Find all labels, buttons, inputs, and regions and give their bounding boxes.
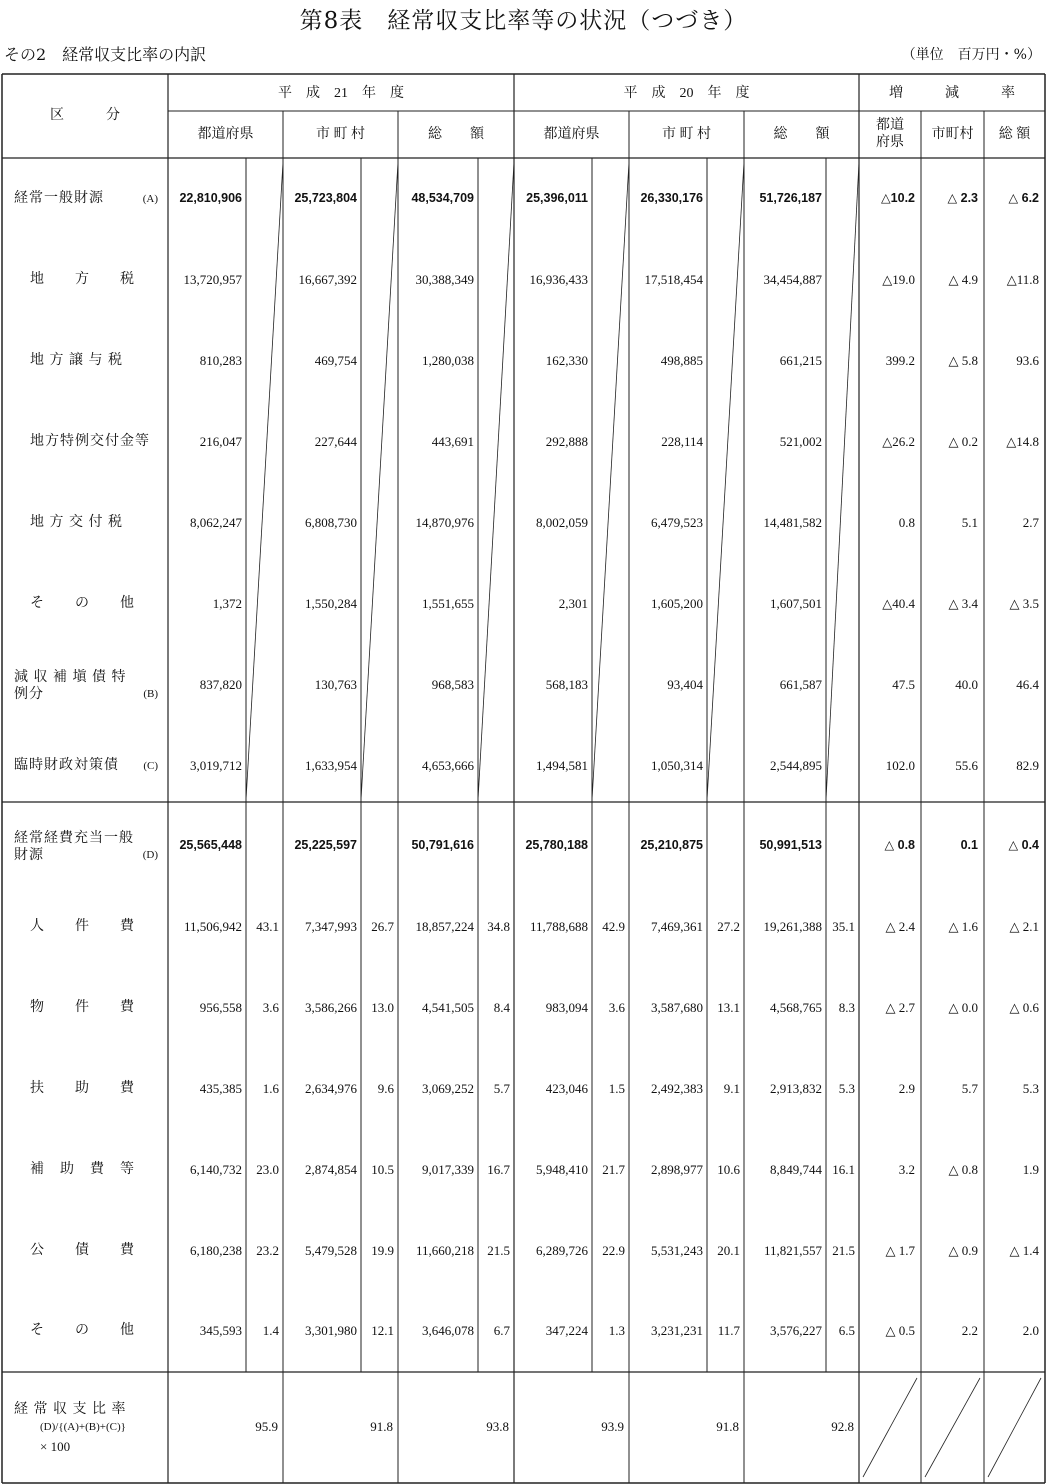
change-cell: △11.8 [1006, 272, 1039, 287]
change-cell: 93.6 [1016, 353, 1039, 368]
change-cell: △ 0.8 [884, 838, 915, 852]
row-label: 地 方 交 付 税 [30, 515, 123, 530]
slash-line [478, 162, 514, 800]
value-cell: 93,404 [667, 677, 703, 692]
value-cell: 26,330,176 [640, 191, 703, 205]
value-cell: 3,231,231 [651, 1323, 703, 1338]
ratio-cell: 43.1 [256, 919, 279, 934]
slash-line [246, 162, 283, 800]
row-tag: (B) [143, 688, 158, 700]
row-label: そ の 他 [30, 596, 135, 611]
value-cell: 3,019,712 [190, 758, 242, 773]
value-cell: 435,385 [199, 1081, 242, 1096]
row-label: 臨時財政対策債 [14, 758, 119, 773]
row-label: 人 件 費 [30, 919, 135, 934]
row-label: 地 方 譲 与 税 [30, 353, 123, 368]
change-cell: 2.9 [898, 1081, 915, 1096]
ratio-value: 95.9 [255, 1419, 278, 1434]
value-cell: 14,481,582 [763, 515, 822, 530]
value-cell: 661,587 [779, 677, 822, 692]
value-cell: 22,810,906 [179, 191, 242, 205]
value-cell: 3,586,266 [305, 1000, 357, 1015]
row-label: そ の 他 [30, 1323, 135, 1338]
header-sub-0: 都道府県 [197, 127, 254, 142]
value-cell: 661,215 [779, 353, 822, 368]
change-cell: △40.4 [882, 596, 915, 611]
value-cell: 810,283 [199, 353, 242, 368]
value-cell: 8,062,247 [190, 515, 242, 530]
value-cell: 1,372 [212, 596, 242, 611]
value-cell: 1,633,954 [305, 758, 357, 773]
header-h20: 平 成 20 年 度 [623, 86, 750, 101]
value-cell: 30,388,349 [415, 272, 474, 287]
ratio-cell: 6.5 [838, 1323, 855, 1338]
slash-line [592, 162, 629, 800]
value-cell: 1,550,284 [305, 596, 357, 611]
value-cell: 968,583 [431, 677, 474, 692]
ratio-value: 91.8 [716, 1419, 739, 1434]
value-cell: 1,607,501 [770, 596, 822, 611]
value-cell: 25,723,804 [294, 191, 357, 205]
value-cell: 1,280,038 [422, 353, 474, 368]
value-cell: 3,646,078 [422, 1323, 474, 1338]
ratio-cell: 9.1 [723, 1081, 740, 1096]
change-cell: △ 1.7 [885, 1243, 915, 1258]
change-cell: 2.0 [1022, 1323, 1039, 1338]
value-cell: 983,094 [545, 1000, 588, 1015]
change-cell: △ 2.7 [885, 1000, 915, 1015]
value-cell: 5,531,243 [651, 1243, 703, 1258]
ratio-cell: 23.2 [256, 1243, 279, 1258]
value-cell: 14,870,976 [415, 515, 474, 530]
change-cell: △ 6.2 [1008, 191, 1039, 205]
row-label: 減 収 補 塡 債 特 [14, 670, 127, 685]
ratio-cell: 20.1 [717, 1243, 740, 1258]
table-subtitle: その2 経常収支比率の内訳 [4, 45, 207, 64]
row-label: 扶 助 費 [30, 1081, 135, 1096]
ratio-cell: 26.7 [371, 919, 394, 934]
unit-note: （単位 百万円・%） [901, 47, 1041, 63]
value-cell: 11,821,557 [763, 1243, 822, 1258]
change-cell: 46.4 [1016, 677, 1039, 692]
change-cell: △ 2.4 [885, 919, 915, 934]
change-cell: △26.2 [882, 434, 915, 449]
value-cell: 25,565,448 [179, 838, 242, 852]
ratio-value: 91.8 [370, 1419, 393, 1434]
value-cell: 16,667,392 [298, 272, 357, 287]
change-cell: 5.3 [1022, 1081, 1039, 1096]
header-h21: 平 成 21 年 度 [278, 86, 404, 101]
value-cell: 2,492,383 [651, 1081, 703, 1096]
value-cell: 443,691 [431, 434, 474, 449]
change-cell: △ 4.9 [948, 272, 978, 287]
row-tag: (D) [142, 849, 158, 861]
change-cell: 5.1 [961, 515, 978, 530]
ratio-formula: (D)/{(A)+(B)+(C)} [40, 1421, 126, 1433]
change-cell: △ 0.5 [885, 1323, 915, 1338]
value-cell: 292,888 [545, 434, 588, 449]
value-cell: 228,114 [661, 434, 703, 449]
change-cell: 0.8 [898, 515, 915, 530]
value-cell: 11,506,942 [183, 919, 242, 934]
ratio-cell: 27.2 [717, 919, 740, 934]
change-cell: 0.1 [960, 838, 978, 852]
header-change-total: 総 額 [998, 127, 1031, 142]
value-cell: 6,808,730 [305, 515, 357, 530]
ratio-cell: 19.9 [371, 1243, 394, 1258]
value-cell: 50,791,616 [411, 838, 474, 852]
change-cell: △ 0.6 [1009, 1000, 1039, 1015]
value-cell: 162,330 [545, 353, 588, 368]
value-cell: 1,050,314 [651, 758, 703, 773]
value-cell: 6,140,732 [190, 1162, 242, 1177]
ratio-cell: 10.6 [717, 1162, 740, 1177]
ratio-cell: 1.4 [262, 1323, 279, 1338]
ratio-cell: 35.1 [832, 919, 855, 934]
row-label: 補 助 費 等 [30, 1162, 135, 1177]
change-cell: 1.9 [1022, 1162, 1039, 1177]
row-label: 物 件 費 [30, 1000, 135, 1015]
slash-line [925, 1378, 980, 1477]
value-cell: 25,210,875 [640, 838, 703, 852]
value-cell: 837,820 [199, 677, 242, 692]
value-cell: 7,347,993 [305, 919, 357, 934]
change-cell: △ 1.6 [948, 919, 978, 934]
header-change-city: 市町村 [931, 127, 974, 142]
value-cell: 11,660,218 [415, 1243, 474, 1258]
change-cell: 82.9 [1016, 758, 1039, 773]
ratio-cell: 11.7 [717, 1323, 740, 1338]
value-cell: 423,046 [545, 1081, 588, 1096]
change-cell: △14.8 [1006, 434, 1039, 449]
change-cell: △ 0.8 [948, 1162, 978, 1177]
ratio-label: 経 常 収 支 比 率 [14, 1402, 127, 1417]
value-cell: 6,180,238 [190, 1243, 242, 1258]
change-cell: 399.2 [885, 353, 915, 368]
value-cell: 2,898,977 [651, 1162, 703, 1177]
header-category: 区 分 [50, 108, 120, 123]
slash-line [361, 162, 398, 800]
value-cell: 1,494,581 [536, 758, 588, 773]
slash-line [863, 1378, 917, 1477]
change-cell: △ 2.1 [1009, 919, 1039, 934]
value-cell: 216,047 [199, 434, 242, 449]
value-cell: 34,454,887 [763, 272, 822, 287]
value-cell: 2,634,976 [305, 1081, 357, 1096]
row-label: 地方特例交付金等 [30, 434, 150, 449]
ratio-cell: 5.7 [493, 1081, 510, 1096]
value-cell: 2,874,854 [305, 1162, 357, 1177]
value-cell: 8,002,059 [536, 515, 588, 530]
change-cell: △ 0.2 [948, 434, 978, 449]
value-cell: 6,289,726 [536, 1243, 588, 1258]
row-label-line2: 例分 [14, 687, 44, 702]
ratio-cell: 8.4 [493, 1000, 510, 1015]
row-label: 地 方 税 [30, 272, 135, 287]
row-label: 公 債 費 [30, 1243, 135, 1258]
value-cell: 17,518,454 [644, 272, 703, 287]
ratio-value: 93.9 [601, 1419, 624, 1434]
value-cell: 13,720,957 [183, 272, 242, 287]
value-cell: 9,017,339 [422, 1162, 474, 1177]
change-cell: 102.0 [885, 758, 915, 773]
value-cell: 25,225,597 [294, 838, 357, 852]
page-title: 第8表 経常収支比率等の状況（つづき） [299, 8, 748, 34]
ratio-cell: 6.7 [493, 1323, 510, 1338]
value-cell: 4,541,505 [422, 1000, 474, 1015]
slash-line [826, 162, 859, 800]
change-cell: △ 3.5 [1009, 596, 1039, 611]
value-cell: 347,224 [545, 1323, 588, 1338]
change-cell: 55.6 [955, 758, 978, 773]
value-cell: 51,726,187 [759, 191, 822, 205]
value-cell: 48,534,709 [411, 191, 474, 205]
value-cell: 4,653,666 [422, 758, 474, 773]
value-cell: 521,002 [779, 434, 822, 449]
row-tag: (C) [143, 760, 158, 772]
value-cell: 5,479,528 [305, 1243, 357, 1258]
change-cell: 40.0 [955, 677, 978, 692]
change-cell: 2.2 [961, 1323, 978, 1338]
ratio-cell: 9.6 [377, 1081, 394, 1096]
ratio-cell: 5.3 [838, 1081, 855, 1096]
ratio-cell: 21.5 [832, 1243, 855, 1258]
slash-line [988, 1378, 1041, 1477]
row-label: 経常一般財源 [14, 191, 104, 206]
change-cell: △ 1.4 [1009, 1243, 1039, 1258]
value-cell: 50,991,513 [759, 838, 822, 852]
value-cell: 11,788,688 [529, 919, 588, 934]
ratio-cell: 22.9 [602, 1243, 625, 1258]
ratio-cell: 10.5 [371, 1162, 394, 1177]
value-cell: 25,396,011 [526, 191, 588, 205]
value-cell: 2,301 [558, 596, 588, 611]
value-cell: 18,857,224 [415, 919, 474, 934]
value-cell: 19,261,388 [763, 919, 822, 934]
header-sub-1: 市 町 村 [316, 127, 365, 142]
value-cell: 568,183 [545, 677, 588, 692]
header-sub-3: 都道府県 [543, 127, 600, 142]
value-cell: 2,913,832 [770, 1081, 822, 1096]
change-cell: 2.7 [1022, 515, 1039, 530]
value-cell: 7,469,361 [651, 919, 703, 934]
value-cell: 956,558 [199, 1000, 242, 1015]
ratio-cell: 13.0 [371, 1000, 394, 1015]
ratio-cell: 42.9 [602, 919, 625, 934]
row-label: 経常経費充当一般 [14, 831, 134, 846]
value-cell: 3,587,680 [651, 1000, 703, 1015]
change-cell: 47.5 [892, 677, 915, 692]
ratio-cell: 3.6 [608, 1000, 625, 1015]
ratio-cell: 3.6 [262, 1000, 279, 1015]
slash-line [707, 162, 744, 800]
change-cell: △10.2 [881, 191, 915, 205]
value-cell: 1,605,200 [651, 596, 703, 611]
header-sub-2: 総 額 [428, 127, 484, 142]
value-cell: 345,593 [199, 1323, 242, 1338]
ratio-times: × 100 [40, 1439, 71, 1454]
ratio-cell: 1.6 [262, 1081, 279, 1096]
value-cell: 2,544,895 [770, 758, 822, 773]
value-cell: 5,948,410 [536, 1162, 588, 1177]
change-cell: 3.2 [898, 1162, 915, 1177]
value-cell: 8,849,744 [770, 1162, 822, 1177]
value-cell: 25,780,188 [525, 838, 588, 852]
ratio-cell: 8.3 [838, 1000, 855, 1015]
value-cell: 6,479,523 [651, 515, 703, 530]
row-label-line2: 財源 [14, 848, 44, 863]
change-cell: 5.7 [961, 1081, 978, 1096]
value-cell: 130,763 [314, 677, 357, 692]
header-change: 増 減 率 [889, 86, 1015, 101]
value-cell: 469,754 [314, 353, 357, 368]
ratio-cell: 21.5 [487, 1243, 510, 1258]
ratio-cell: 16.1 [832, 1162, 855, 1177]
ratio-cell: 34.8 [487, 919, 510, 934]
ratio-cell: 1.3 [608, 1323, 625, 1338]
header-sub-4: 市 町 村 [662, 127, 711, 142]
change-cell: △ 0.4 [1008, 838, 1039, 852]
ratio-cell: 16.7 [487, 1162, 510, 1177]
header-change-pref: 都道 府県 [876, 118, 904, 150]
ratio-cell: 12.1 [371, 1323, 394, 1338]
value-cell: 3,069,252 [422, 1081, 474, 1096]
value-cell: 227,644 [314, 434, 357, 449]
change-cell: △ 3.4 [948, 596, 978, 611]
ratio-value: 93.8 [486, 1419, 509, 1434]
ratio-cell: 1.5 [608, 1081, 625, 1096]
value-cell: 4,568,765 [770, 1000, 822, 1015]
change-cell: △ 0.9 [948, 1243, 978, 1258]
ratio-value: 92.8 [831, 1419, 854, 1434]
change-cell: △ 5.8 [948, 353, 978, 368]
header-sub-5: 総 額 [773, 127, 830, 142]
value-cell: 498,885 [660, 353, 703, 368]
ratio-cell: 23.0 [256, 1162, 279, 1177]
ratio-cell: 13.1 [717, 1000, 740, 1015]
value-cell: 3,301,980 [305, 1323, 357, 1338]
change-cell: △ 0.0 [948, 1000, 978, 1015]
change-cell: △ 2.3 [947, 191, 978, 205]
change-cell: △19.0 [882, 272, 915, 287]
row-tag: (A) [142, 193, 158, 205]
value-cell: 3,576,227 [770, 1323, 822, 1338]
ratio-cell: 21.7 [602, 1162, 625, 1177]
value-cell: 16,936,433 [529, 272, 588, 287]
value-cell: 1,551,655 [422, 596, 474, 611]
